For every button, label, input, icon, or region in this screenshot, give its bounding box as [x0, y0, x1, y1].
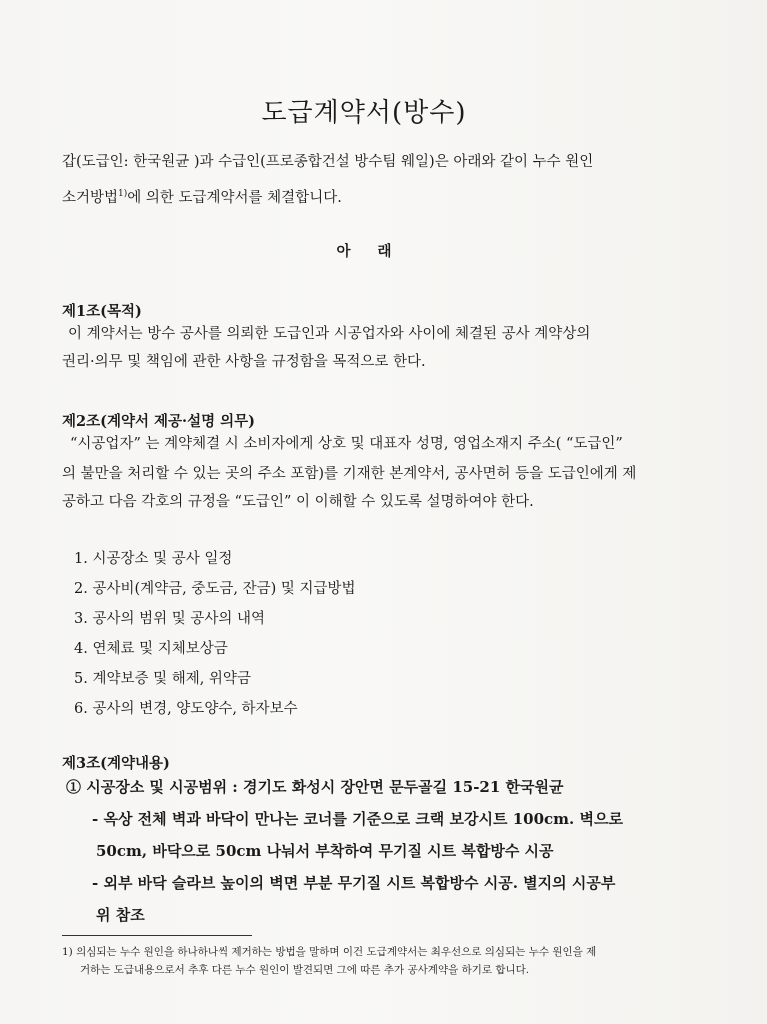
list-item: 3. 공사의 범위 및 공사의 내역	[74, 611, 265, 627]
footnote-line-1: 1) 의심되는 누수 원인을 하나하나씩 제거하는 방법을 말하며 이건 도급계약서는 최우선으로 의심되는 누수 원인을 제	[62, 946, 597, 958]
article-1-line-1: 이 계약서는 방수 공사를 의뢰한 도급인과 시공업자와 사이에 체결된 공사 계약상의	[68, 326, 591, 342]
intro-line-2-rest: 에 의한 도급계약서를 체결합니다.	[127, 190, 342, 206]
article-3-sub-2-line-2: 위 참조	[96, 906, 145, 924]
list-item: 5. 계약보증 및 해제, 위약금	[74, 671, 251, 687]
list-item: 4. 연체료 및 지체보상금	[74, 641, 228, 657]
article-3-item-1: ① 시공장소 및 시공범위 : 경기도 화성시 장안면 문두골길 15-21 한국원균	[66, 778, 564, 796]
footnote-line-2: 거하는 도급내용으로서 추후 다른 누수 원인이 발견되면 그에 따른 추가 공사계약을 하기로 합니다.	[80, 964, 530, 976]
list-item: 1. 시공장소 및 공사 일정	[74, 551, 233, 567]
article-1-line-2: 권리·의무 및 책임에 관한 사항을 규정함을 목적으로 한다.	[62, 354, 426, 370]
article-3-sub-2-line-1: - 외부 바닥 슬라브 높이의 벽면 부분 무기질 시트 복합방수 시공. 별지의 시공부	[92, 874, 616, 892]
intro-line-1: 갑(도급인: 한국원균 )과 수급인(프로종합건설 방수팀 웨일)은 아래와 같이 누수 원인	[62, 154, 594, 170]
document-title: 도급계약서(방수)	[261, 98, 467, 128]
article-2-line-2: 의 불만을 처리할 수 있는 곳의 주소 포함)를 기재한 본계약서, 공사면허 등을 도급인에게 제	[62, 466, 637, 482]
article-2-line-3: 공하고 다음 각호의 규정을 “도급인” 이 이해할 수 있도록 설명하여야 한다.	[62, 494, 534, 510]
article-2-heading: 제2조(계약서 제공·설명 의무)	[62, 413, 256, 430]
footnote-divider	[62, 935, 252, 936]
section-separator: 아 래	[336, 243, 392, 260]
footnote-ref: 1)	[118, 189, 128, 200]
article-3-sub-1-line-2: 50cm, 바닥으로 50cm 나눠서 부착하여 무기질 시트 복합방수 시공	[96, 842, 554, 860]
article-1-heading: 제1조(목적)	[62, 303, 142, 320]
article-3-sub-1-line-1: - 옥상 전체 벽과 바닥이 만나는 코너를 기준으로 크랙 보강시트 100cm. 벽으로	[92, 810, 623, 828]
intro-line-2-text: 소거방법	[62, 190, 119, 206]
intro-line-2	[62, 186, 342, 207]
article-2-line-1: “시공업자” 는 계약체결 시 소비자에게 상호 및 대표자 성명, 영업소재지 주소( “도급인”	[70, 436, 623, 452]
article-2-item-list	[74, 544, 356, 724]
list-item: 6. 공사의 변경, 양도양수, 하자보수	[74, 701, 298, 717]
list-item: 2. 공사비(계약금, 중도금, 잔금) 및 지급방법	[74, 581, 356, 597]
article-3-heading: 제3조(계약내용)	[62, 755, 170, 772]
